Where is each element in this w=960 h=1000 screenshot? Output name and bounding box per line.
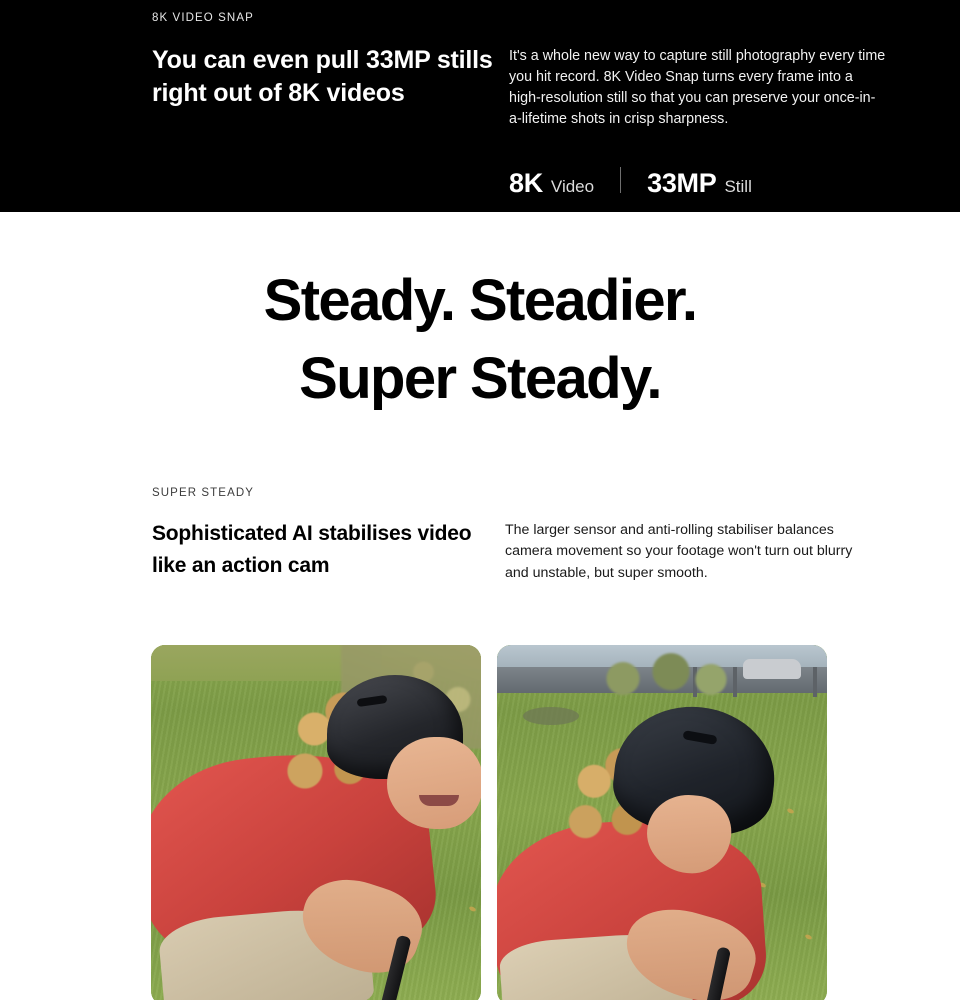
spec-label-still: Still (724, 177, 752, 196)
spec-label-video: Video (550, 177, 595, 196)
super-steady-eyebrow: SUPER STEADY (152, 487, 255, 499)
tile1-rider-mouth (419, 795, 459, 806)
steady-heading-line2: Super Steady. (299, 346, 661, 412)
spec-item-video (509, 168, 594, 199)
spec-value-8k: 8K (509, 168, 543, 198)
super-steady-headline-line3: action cam (221, 553, 330, 577)
video-snap-body: It's a whole new way to capture still photography every time you hit record. 8K Video Snap turns every frame into a high-resolution still so that you can preserve your once-in-a-lifetime shots in crisp sharpness. (509, 48, 886, 128)
video-snap-section (0, 0, 960, 212)
steady-heading (0, 262, 960, 419)
super-steady-headline-line2: stabilises video like an (152, 522, 472, 577)
tile2-post (813, 667, 817, 697)
video-snap-headline (152, 44, 502, 110)
tile1-rider-face (387, 737, 481, 829)
comparison-tiles (151, 645, 827, 1000)
spec-value-33mp: 33MP (647, 168, 717, 198)
video-snap-spec-row (509, 168, 752, 199)
super-steady-body: The larger sensor and anti-rolling stabiliser balances camera movement so your footage won't turn out blurry and unstable, but super smooth. (505, 522, 853, 581)
super-steady-headline-line1: Sophisticated AI (152, 522, 313, 545)
video-snap-headline-line1: You can even pull 33MP stills (152, 46, 493, 74)
spec-item-still (647, 168, 752, 199)
video-snap-eyebrow: 8K VIDEO SNAP (152, 12, 254, 24)
video-tile-super-steady[interactable] (497, 645, 827, 1000)
tile2-puddle (523, 707, 579, 725)
spec-divider (620, 167, 621, 193)
video-snap-headline-line2: right out of 8K videos (152, 79, 405, 107)
steady-heading-line1: Steady. Steadier. (263, 268, 697, 333)
tile2-bush (583, 651, 743, 697)
super-steady-headline (152, 518, 482, 581)
video-tile-unstabilised[interactable] (151, 645, 481, 1000)
tile2-car (743, 659, 801, 679)
